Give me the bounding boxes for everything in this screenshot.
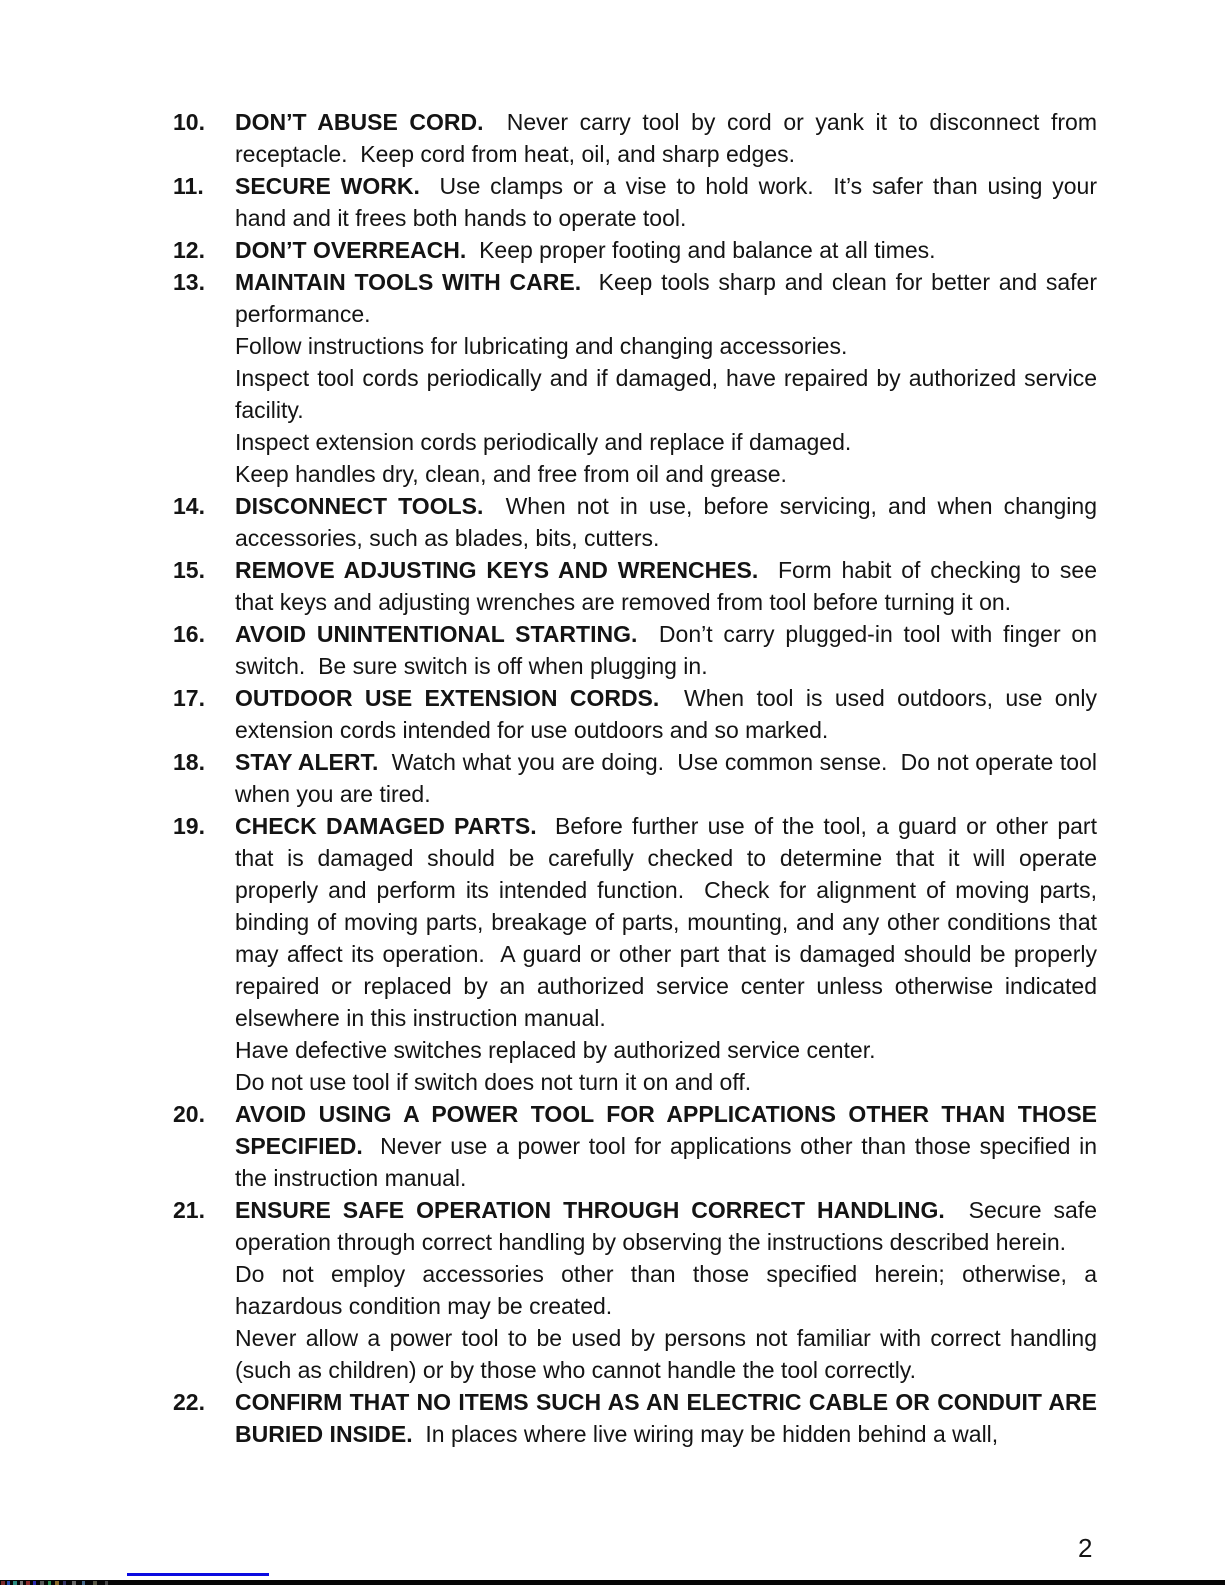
item-number: 21. <box>173 1197 205 1223</box>
item-number: 11. <box>173 173 204 199</box>
paragraph-text: Secure safe operation through correct handling by observing the instructions described herein. <box>235 1197 1097 1255</box>
scan-noise-speck <box>26 1581 30 1585</box>
list-item <box>173 106 1097 170</box>
list-item <box>173 170 1097 234</box>
scan-edge-bar <box>0 1580 1225 1585</box>
item-paragraph <box>235 266 1097 330</box>
scan-noise-speck <box>93 1581 97 1585</box>
item-body <box>235 682 1097 746</box>
item-body <box>235 1098 1097 1194</box>
paragraph-text: Don’t carry plugged-in tool with finger on switch. Be sure switch is off when plugging in. <box>235 621 1097 679</box>
list-item <box>173 266 1097 490</box>
item-paragraph <box>235 1322 1097 1386</box>
paragraph-heading: MAINTAIN TOOLS WITH CARE. <box>235 269 582 295</box>
list-item <box>173 810 1097 1098</box>
page-number: 2 <box>1078 1533 1093 1563</box>
item-paragraph <box>235 458 1097 490</box>
paragraph-text: Form habit of checking to see that keys and adjusting wrenches are removed from tool before turning it on. <box>235 557 1097 615</box>
item-number: 16. <box>173 621 205 647</box>
item-body <box>235 490 1097 554</box>
item-paragraph <box>235 618 1097 682</box>
scan-noise-speck <box>105 1581 108 1585</box>
paragraph-text: Do not use tool if switch does not turn it on and off. <box>235 1069 752 1095</box>
item-paragraph <box>235 170 1097 234</box>
scan-noise-speck <box>82 1581 85 1585</box>
paragraph-text: Use clamps or a vise to hold work. It’s safer than using your hand and it frees both hands to operate tool. <box>235 173 1098 231</box>
scan-noise-speck <box>63 1581 66 1585</box>
list-item <box>173 1098 1097 1194</box>
scan-noise-speck <box>40 1581 44 1585</box>
paragraph-text: Keep tools sharp and clean for better and safer performance. <box>235 269 1097 327</box>
item-number: 22. <box>173 1389 205 1415</box>
item-paragraph <box>235 1034 1097 1066</box>
item-number: 19. <box>173 813 205 839</box>
item-number: 13. <box>173 269 205 295</box>
paragraph-text: Never use a power tool for applications other than those specified in the instruction manual. <box>235 1133 1097 1191</box>
item-body <box>235 618 1097 682</box>
paragraph-heading: OUTDOOR USE EXTENSION CORDS. <box>235 685 660 711</box>
item-paragraph <box>235 490 1097 554</box>
item-paragraph <box>235 1098 1097 1194</box>
item-number: 18. <box>173 749 205 775</box>
item-body <box>235 106 1097 170</box>
list-item <box>173 618 1097 682</box>
list-item <box>173 490 1097 554</box>
scan-noise-speck <box>55 1581 59 1585</box>
paragraph-heading: DISCONNECT TOOLS. <box>235 493 484 519</box>
safety-instructions-list <box>173 106 1097 1450</box>
list-item <box>173 1194 1097 1386</box>
list-item <box>173 746 1097 810</box>
scan-noise-speck <box>13 1581 17 1585</box>
item-body <box>235 266 1097 490</box>
paragraph-heading: DON’T OVERREACH. <box>235 237 467 263</box>
paragraph-text: Before further use of the tool, a guard or other part that is damaged should be carefully checked to determine that it will operate properly and perform its intended function. Check for alignment of moving parts, binding of moving parts, breakage of parts, mounting, and any other conditions that may affect its operation. A guard or other part that is damaged should be properly repaired or replaced by an authorized service center unless otherwise indicated elsewhere in this instruction manual. <box>235 813 1097 1031</box>
item-paragraph <box>235 1066 1097 1098</box>
item-body <box>235 170 1097 234</box>
paragraph-text: When not in use, before servicing, and when changing accessories, such as blades, bits, cutters. <box>235 493 1097 551</box>
item-body <box>235 1386 1097 1450</box>
list-item <box>173 554 1097 618</box>
scan-noise-speck <box>33 1581 36 1585</box>
item-body <box>235 810 1097 1098</box>
item-number: 20. <box>173 1101 205 1127</box>
paragraph-heading: DON’T ABUSE CORD. <box>235 109 484 135</box>
item-number: 17. <box>173 685 205 711</box>
paragraph-text: Watch what you are doing. Use common sense. Do not operate tool when you are tired. <box>235 749 1097 807</box>
item-paragraph <box>235 810 1097 1034</box>
item-paragraph <box>235 554 1097 618</box>
item-paragraph <box>235 426 1097 458</box>
list-item <box>173 682 1097 746</box>
paragraph-heading: REMOVE ADJUSTING KEYS AND WRENCHES. <box>235 557 759 583</box>
paragraph-heading: AVOID UNINTENTIONAL STARTING. <box>235 621 638 647</box>
item-number: 14. <box>173 493 205 519</box>
item-paragraph <box>235 330 1097 362</box>
paragraph-text: Never carry tool by cord or yank it to disconnect from receptacle. Keep cord from heat, oil, and sharp edges. <box>235 109 1097 167</box>
scan-noise-speck <box>48 1581 51 1585</box>
item-paragraph <box>235 1258 1097 1322</box>
paragraph-text: Keep handles dry, clean, and free from oil and grease. <box>235 461 787 487</box>
paragraph-text: Do not employ accessories other than those specified herein; otherwise, a hazardous condition may be created. <box>235 1261 1097 1319</box>
paragraph-text: Never allow a power tool to be used by persons not familiar with correct handling (such as children) or by those who cannot handle the tool correctly. <box>235 1325 1097 1383</box>
paragraph-heading: CHECK DAMAGED PARTS. <box>235 813 537 839</box>
item-paragraph <box>235 362 1097 426</box>
paragraph-text: Inspect extension cords periodically and replace if damaged. <box>235 429 852 455</box>
item-body <box>235 234 1097 266</box>
paragraph-text: Inspect tool cords periodically and if damaged, have repaired by authorized service facility. <box>235 365 1097 423</box>
paragraph-text: When tool is used outdoors, use only extension cords intended for use outdoors and so marked. <box>235 685 1098 743</box>
item-paragraph <box>235 1386 1097 1450</box>
scan-noise-speck <box>72 1581 76 1585</box>
paragraph-text: Follow instructions for lubricating and changing accessories. <box>235 333 848 359</box>
list-item <box>173 1386 1097 1450</box>
paragraph-heading: STAY ALERT. <box>235 749 379 775</box>
item-body <box>235 554 1097 618</box>
item-number: 10. <box>173 109 205 135</box>
scan-noise-speck <box>20 1581 23 1585</box>
item-paragraph <box>235 106 1097 170</box>
list-item <box>173 234 1097 266</box>
paragraph-heading: SECURE WORK. <box>235 173 420 199</box>
item-number: 15. <box>173 557 205 583</box>
paragraph-heading: ENSURE SAFE OPERATION THROUGH CORRECT HANDLING. <box>235 1197 945 1223</box>
paragraph-text: Have defective switches replaced by authorized service center. <box>235 1037 876 1063</box>
item-paragraph <box>235 234 1097 266</box>
paragraph-text: Keep proper footing and balance at all times. <box>466 237 936 263</box>
paragraph-heading: CONFIRM THAT NO ITEMS SUCH AS AN ELECTRIC CABLE OR CONDUIT ARE BURIED INSIDE. <box>235 1389 1097 1447</box>
item-body <box>235 746 1097 810</box>
item-paragraph <box>235 1194 1097 1258</box>
scan-noise-speck <box>1 1581 5 1585</box>
paragraph-text: In places where live wiring may be hidden behind a wall, <box>412 1421 999 1447</box>
item-paragraph <box>235 746 1097 810</box>
item-body <box>235 1194 1097 1386</box>
blue-pen-underline-mark <box>127 1573 269 1576</box>
item-paragraph <box>235 682 1097 746</box>
scan-noise-speck <box>7 1581 10 1585</box>
item-number: 12. <box>173 237 205 263</box>
paragraph-heading: AVOID USING A POWER TOOL FOR APPLICATIONS OTHER THAN THOSE SPECIFIED. <box>235 1101 1097 1159</box>
